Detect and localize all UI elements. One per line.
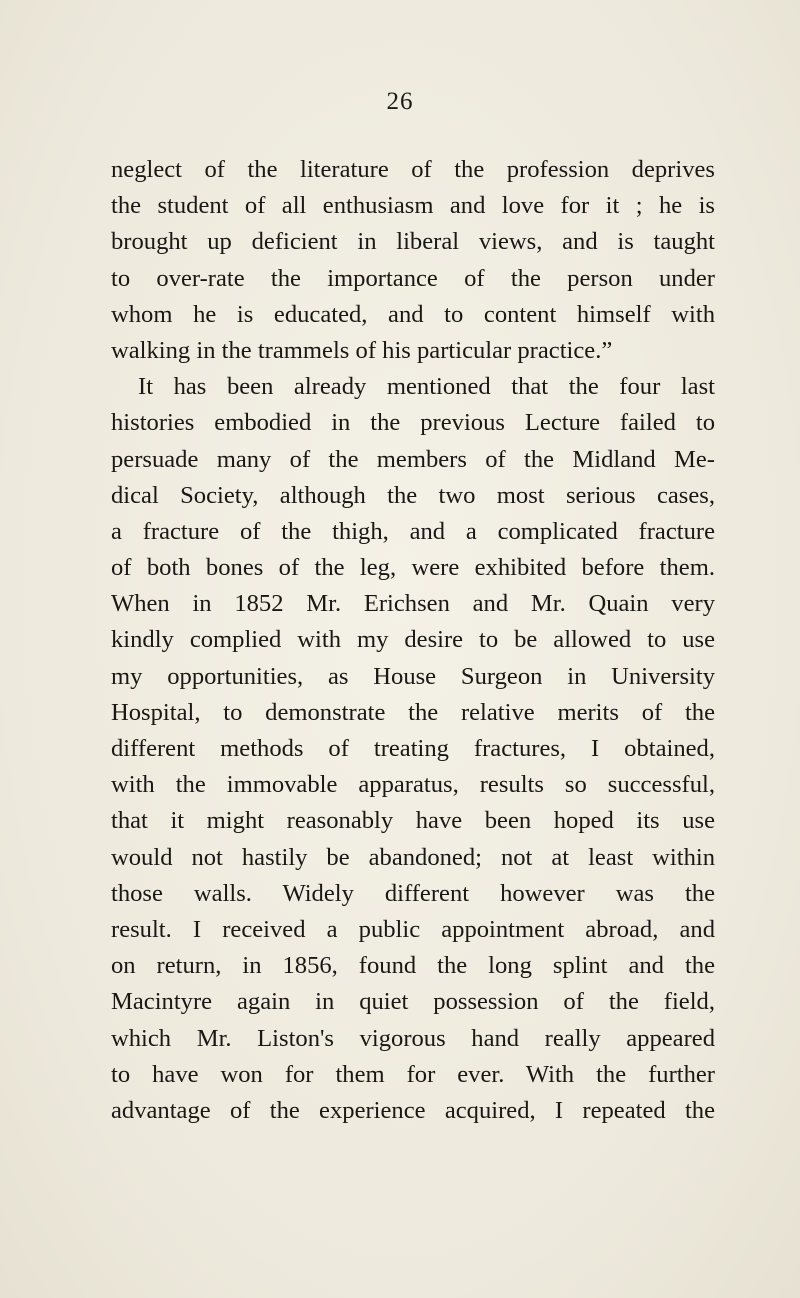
text-line: to over-rate the importance of the person under — [111, 264, 715, 292]
text-line: different methods of treating fractures, I obtained, — [111, 735, 715, 762]
text-line: walking in the trammels of his particular practice.” — [111, 336, 613, 364]
text-line: that it might reasonably have been hoped its use — [111, 807, 715, 835]
text-line: result. I received a public appointment abroad, and — [111, 915, 715, 943]
text-line: with the immovable apparatus, results so successful, — [111, 771, 715, 799]
text-line: which Mr. Liston's vigorous hand really appeared — [111, 1024, 715, 1052]
text-line: It has been already mentioned that the four last — [138, 373, 715, 401]
text-line: of both bones of the leg, were exhibited before them. — [111, 554, 715, 582]
text-line: persuade many of the members of the Midland Me- — [111, 445, 715, 473]
text-line: Macintyre again in quiet possession of the field, — [111, 988, 715, 1016]
text-line: to have won for them for ever. With the further — [111, 1060, 715, 1088]
text-line: would not hastily be abandoned; not at least within — [111, 843, 715, 871]
text-line: on return, in 1856, found the long splint and the — [111, 952, 715, 980]
text-line: dical Society, although the two most serious cases, — [111, 481, 715, 509]
page-number: 26 — [386, 88, 414, 115]
text-line: those walls. Widely different however was the — [111, 879, 715, 907]
text-line: When in 1852 Mr. Erichsen and Mr. Quain very — [111, 590, 715, 618]
text-line: Hospital, to demonstrate the relative merits of the — [111, 698, 715, 726]
text-line: whom he is educated, and to content himself with — [111, 300, 715, 328]
text-line: neglect of the literature of the profession deprives — [111, 156, 715, 183]
text-line: kindly complied with my desire to be allowed to use — [111, 626, 715, 654]
text-line: histories embodied in the previous Lecture failed to — [111, 409, 715, 437]
text-line: brought up deficient in liberal views, and is taught — [111, 228, 715, 256]
text-line: advantage of the experience acquired, I repeated the — [111, 1096, 715, 1124]
text-line: the student of all enthusiasm and love for it ; he is — [111, 192, 715, 220]
text-line: a fracture of the thigh, and a complicated fracture — [111, 517, 715, 545]
text-line: my opportunities, as House Surgeon in University — [111, 662, 715, 690]
body-text — [111, 152, 715, 1129]
